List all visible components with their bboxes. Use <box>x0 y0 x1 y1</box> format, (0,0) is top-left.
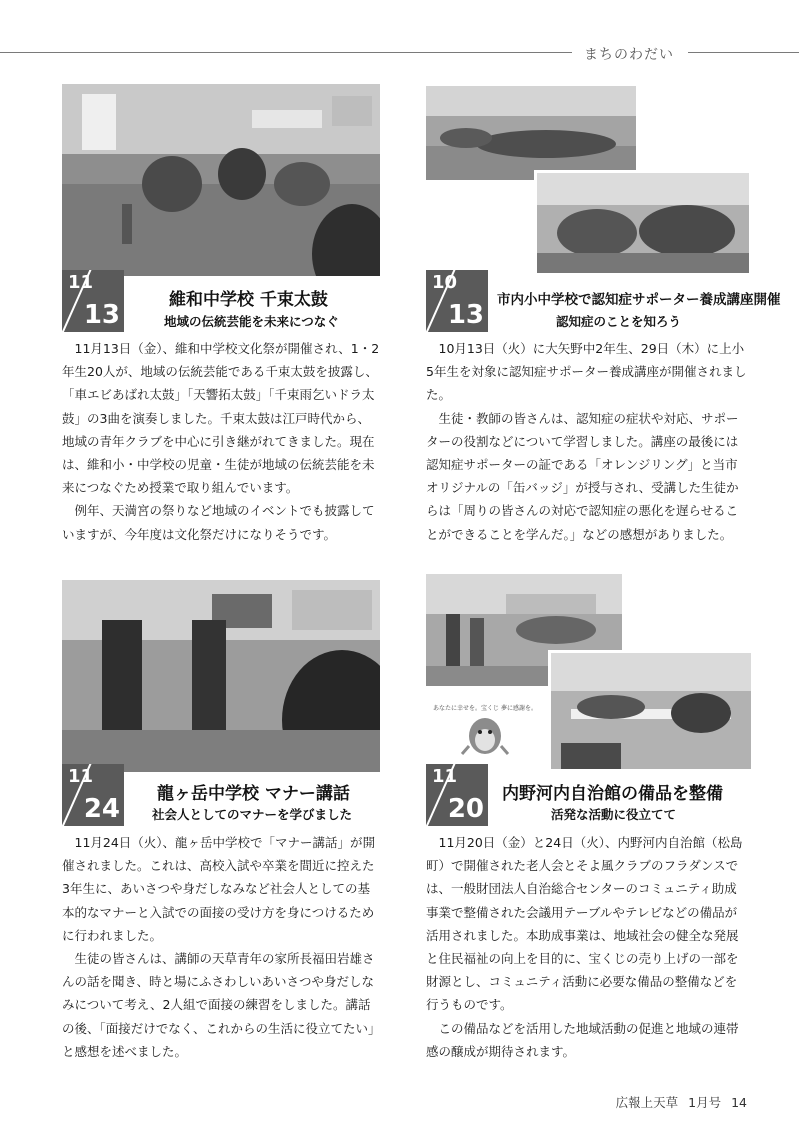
lottery-logo <box>426 690 544 770</box>
article-title: 龍ヶ岳中学校 マナー講話 <box>157 784 350 804</box>
publication-name: 広報上天草 <box>615 1095 679 1110</box>
svg-text:あなたに幸せを。宝くじ 夢に感謝を。: あなたに幸せを。宝くじ 夢に感謝を。 <box>433 705 537 712</box>
paragraph: この備品などを活用した地域活動の促進と地域の連帯感の醸成が期待されます。 <box>426 1020 739 1059</box>
section-label: まちのわだい <box>584 47 674 63</box>
paragraph: 11月24日（火）、龍ヶ岳中学校で「マナー講話」が開催されました。これは、高校入試や卒業を間近に控えた3年生に、あいさつや身だしなみなど社会人としての基本的なマナーと入試での面接の受け方を身につけるために行われました。 <box>62 835 376 943</box>
photo-manners-lecture <box>62 580 380 772</box>
article-title: 市内小中学校で認知症サポーター養成講座開催 <box>497 292 781 308</box>
paragraph: 11月20日（金）と24日（火）、内野河内自治館（松島町）で開催された老人会とそよ風クラブのフラダンスでは、一般財団法人自治総合センターのコミュニティ助成事業で整備された会議用テーブルやテレビなどの備品が活用されました。本助成事業は、地域社会の健全な発展と住民福祉の向上を目的に、宝くじの売り上げの一部を財源とし、コミュニティ活動に必要な備品の整備などを行うものです。 <box>426 835 743 1013</box>
page-number: 14 <box>731 1095 747 1110</box>
page-footer <box>610 1093 747 1111</box>
article-body <box>62 831 382 1063</box>
article-body <box>426 831 748 1063</box>
header-rule-right <box>688 52 799 53</box>
issue-label: 1月号 <box>688 1095 722 1110</box>
date-badge <box>62 270 124 332</box>
date-badge <box>426 270 488 332</box>
article-subtitle: 活発な活動に役立てて <box>551 807 677 822</box>
paragraph: 10月13日（火）に大矢野中2年生、29日（木）に上小5年生を対象に認知症サポーター養成講座が開催されました。 <box>426 341 747 403</box>
date-month: 11 <box>432 766 458 787</box>
date-badge <box>426 764 488 826</box>
photo-dementia-seminar-gym <box>426 86 636 180</box>
article-subtitle: 社会人としてのマナーを学びました <box>152 807 353 822</box>
photo-community-hall-meeting <box>548 650 751 769</box>
photo-taiko-performance <box>62 84 380 276</box>
date-month: 11 <box>68 272 94 293</box>
date-month: 11 <box>68 766 94 787</box>
article-title: 維和中学校 千束太鼓 <box>169 290 328 310</box>
photo-dementia-seminar-classroom <box>534 170 749 273</box>
date-month: 10 <box>432 272 458 293</box>
article-subtitle: 認知症のことを知ろう <box>556 314 682 329</box>
date-day: 20 <box>447 794 484 824</box>
date-day: 24 <box>83 794 120 824</box>
header-rule-left <box>0 52 572 53</box>
paragraph: 生徒の皆さんは、講師の天草青年の家所長福田岩雄さんの話を聞き、時と場にふさわしいあいさつや身だしなみについて考え、2人組で面接の練習をしました。講話の後、「面接だけでなく、これからの生活に役立てたい」と感想を述べました。 <box>62 951 381 1059</box>
paragraph: 11月13日（金）、維和中学校文化祭が開催され、1・2年生20人が、地域の伝統芸能である千束太鼓を披露し、「車エビあばれ太鼓」「天響拓太鼓」「千束雨乞いドラ太鼓」の3曲を演奏しました。千束太鼓は江戸時代から、地域の青年クラブを中心に引き継がれてきました。現在は、維和小・中学校の児童・生徒が地域の伝統芸能を未来につなぐため授業で取り組んでいます。 <box>62 341 380 496</box>
date-day: 13 <box>447 300 484 330</box>
article-body <box>426 337 748 546</box>
paragraph: 例年、天満宮の祭りなど地域のイベントでも披露していますが、今年度は文化祭だけになりそうです。 <box>62 503 375 542</box>
article-title: 内野河内自治館の備品を整備 <box>502 784 723 804</box>
article-body <box>62 337 382 546</box>
paragraph: 生徒・教師の皆さんは、認知症の症状や対応、サポーターの役割などについて学習しました。講座の最後には認知症サポーターの証である「オレンジリング」と当市オリジナルの「缶バッジ」が授与され、受講した生徒からは「周りの皆さんの対応で認知症の悪化を遅らせることができることを学んだ。」などの感想がありました。 <box>426 410 739 542</box>
article-subtitle: 地域の伝統芸能を未来につなぐ <box>164 314 339 329</box>
date-day: 13 <box>83 300 120 330</box>
date-badge <box>62 764 124 826</box>
